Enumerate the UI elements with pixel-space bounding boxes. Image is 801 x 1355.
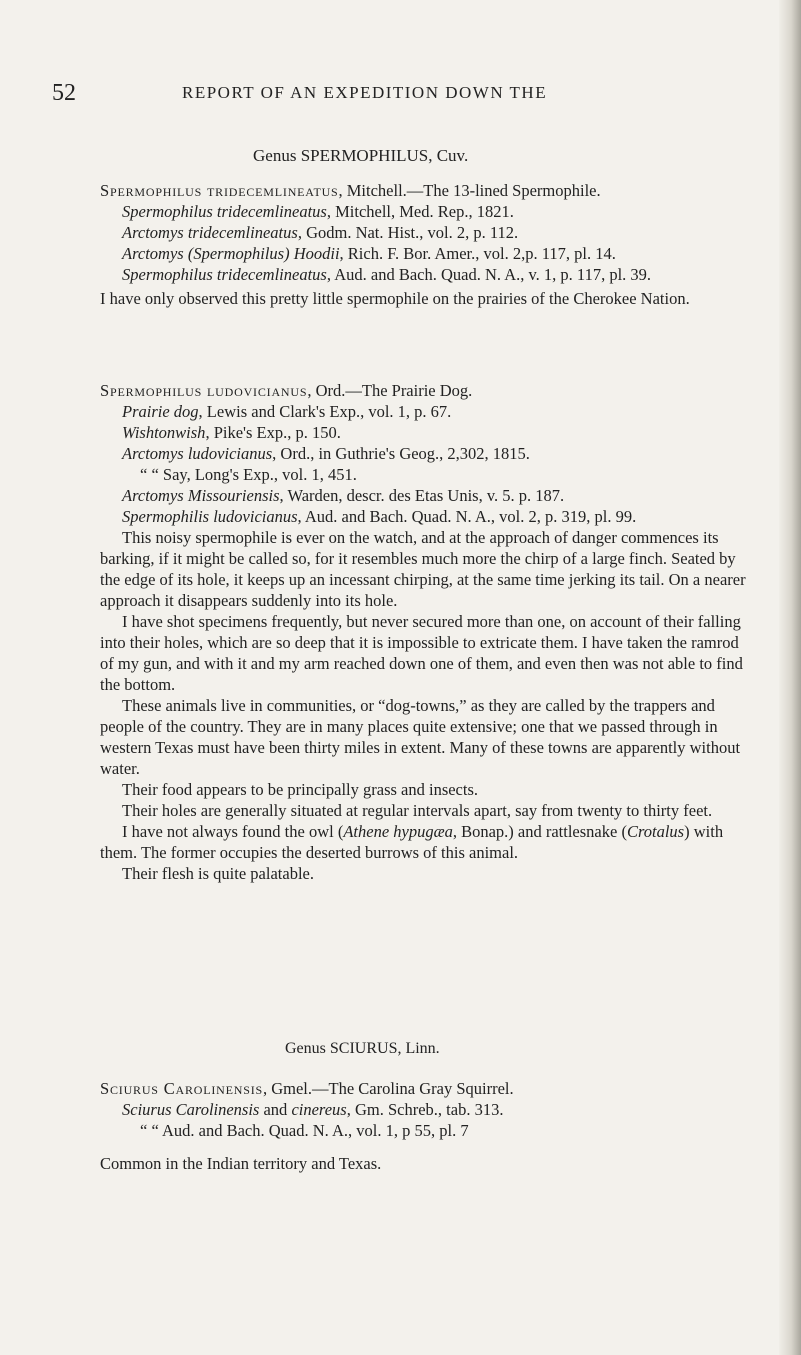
body-paragraph-owl: I have not always found the owl (Athene hypugæa, Bonap.) and rattlesnake (Crotalus) with them. The former occupies the deserted burrows of this animal. xyxy=(100,822,724,862)
running-title: REPORT OF AN EXPEDITION DOWN THE xyxy=(182,83,548,102)
species-common-name: , Gmel.—The Carolina Gray Squirrel. xyxy=(262,1079,514,1098)
body-paragraph: Their food appears to be principally grass and insects. xyxy=(122,780,479,799)
synonym-line: Spermophilis ludovicianus, Aud. and Bach. Quad. N. A., vol. 2, p. 319, pl. 99. xyxy=(122,507,637,526)
synonym-line: Arctomys Missouriensis, Warden, descr. des Etas Unis, v. 5. p. 187. xyxy=(122,486,565,505)
synonym-line: Spermophilus tridecemlineatus, Aud. and Bach. Quad. N. A., v. 1, p. 117, pl. 39. xyxy=(122,265,652,284)
entry-sciurus-carolinensis xyxy=(100,1078,750,1174)
genus-heading-spermophilus: Genus SPERMOPHILUS, Cuv. xyxy=(253,146,469,165)
synonym-line: Arctomys ludovicianus, Ord., in Guthrie's Geog., 2,302, 1815. xyxy=(122,444,530,463)
synonym-line: “ “ Say, Long's Exp., vol. 1, 451. xyxy=(140,465,357,484)
genus-heading-sciurus: Genus SCIURUS, Linn. xyxy=(285,1040,440,1057)
body-paragraph: These animals live in communities, or “dog-towns,” as they are called by the trappers and people of the country. They are in many places quite extensive; one that we passed through in western Texas must have been thirty miles in extent. Many of these towns are apparently without water. xyxy=(100,696,741,778)
body-paragraph: Their holes are generally situated at regular intervals apart, say from twenty to thirty feet. xyxy=(122,801,713,820)
synonym-line: Arctomys tridecemlineatus, Godm. Nat. Hist., vol. 2, p. 112. xyxy=(122,223,519,242)
entry-spermophilus-ludovicianus xyxy=(100,380,750,884)
book-spine-edge xyxy=(779,0,801,1355)
species-name: Spermophilus ludovicianus xyxy=(100,381,308,400)
body-paragraph: I have shot specimens frequently, but never secured more than one, on account of their falling into their holes, which are so deep that it is impossible to extricate them. I have taken the ramrod of my gun, and with it and my arm reached down one of them, and even then was not able to find the bottom. xyxy=(100,612,743,694)
observation-note: I have only observed this pretty little spermophile on the prairies of the Cherokee Nation. xyxy=(100,289,690,308)
synonym-line: Wishtonwish, Pike's Exp., p. 150. xyxy=(122,423,341,442)
running-header xyxy=(52,80,710,110)
body-paragraph: This noisy spermophile is ever on the watch, and at the approach of danger commences its barking, if it might be called so, for it resembles much more the chirp of a large finch. Seated by the edge of its hole, it keeps up an incessant chirping, at the same time jerking its tail. On a nearer approach it disappears suddenly into its hole. xyxy=(100,528,746,610)
species-common-name: , Ord.—The Prairie Dog. xyxy=(307,381,473,400)
synonym-line: Sciurus Carolinensis and cinereus, Gm. Schreb., tab. 313. xyxy=(122,1100,504,1119)
species-common-name: , Mitchell.—The 13-lined Spermophile. xyxy=(338,181,601,200)
page-number: 52 xyxy=(52,80,76,106)
species-name: Spermophilus tridecemlineatus xyxy=(100,181,339,200)
entry-spermophilus-tridecemlineatus xyxy=(100,180,750,309)
observation-note: Common in the Indian territory and Texas. xyxy=(100,1154,382,1173)
body-paragraph: Their flesh is quite palatable. xyxy=(122,864,314,883)
synonym-line: Prairie dog, Lewis and Clark's Exp., vol. 1, p. 67. xyxy=(122,402,452,421)
synonym-line: “ “ Aud. and Bach. Quad. N. A., vol. 1, p 55, pl. 7 xyxy=(140,1121,469,1140)
synonym-line: Spermophilus tridecemlineatus, Mitchell, Med. Rep., 1821. xyxy=(122,202,514,221)
species-name: Sciurus Carolinensis xyxy=(100,1079,263,1098)
synonym-line: Arctomys (Spermophilus) Hoodii, Rich. F. Bor. Amer., vol. 2,p. 117, pl. 14. xyxy=(122,244,616,263)
